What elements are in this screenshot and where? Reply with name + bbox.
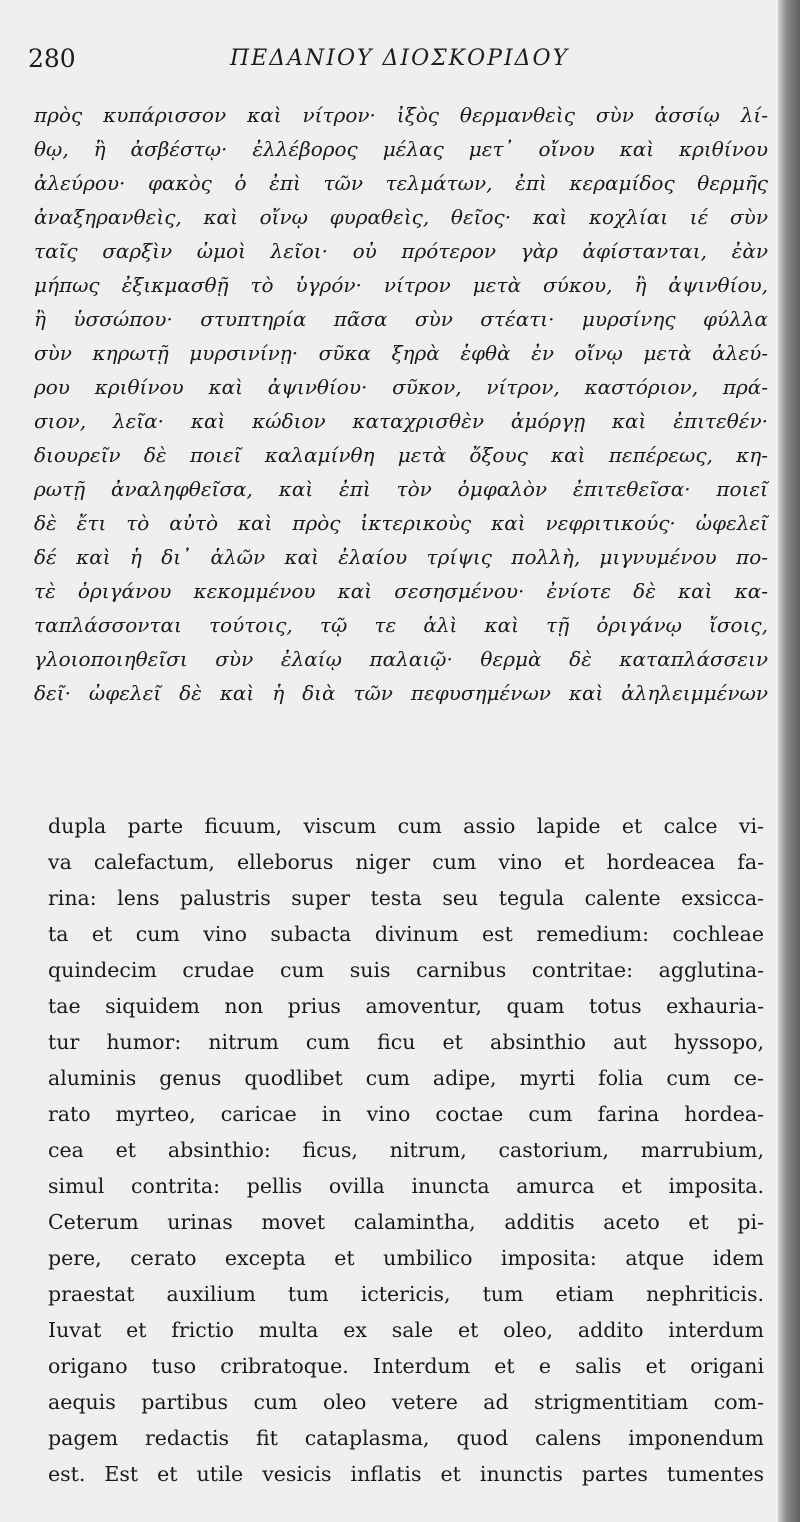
greek-line: πρὸς κυπάρισσον καὶ νίτρον· ἰξὸς θερμανθεὶς σὺν ἀσσίῳ λί-: [34, 103, 768, 127]
greek-line: ἀλεύρου· φακὸς ὁ ἐπὶ τῶν τελμάτων, ἐπὶ κεραμίδος θερμῆς: [34, 171, 768, 195]
latin-line: tae siquidem non prius amoventur, quam totus exhauria-: [48, 994, 764, 1018]
latin-line: tur humor: nitrum cum ficu et absinthio aut hyssopo,: [48, 1030, 764, 1054]
latin-line: ta et cum vino subacta divinum est remedium: cochleae: [48, 922, 764, 946]
greek-line: ταῖς σαρξὶν ὠμοὶ λεῖοι· οὐ πρότερον γὰρ ἀφίστανται, ἐὰν: [34, 239, 768, 263]
latin-line: Iuvat et frictio multa ex sale et oleo, addito interdum: [48, 1318, 764, 1342]
greek-line: γλοιοποιηθεῖσι σὺν ἐλαίῳ παλαιῷ· θερμὰ δὲ καταπλάσσειν: [34, 647, 768, 671]
running-title: ΠΕΔΑΝΙΟΥ ΔΙΟΣΚΟΡΙΔΟΥ: [230, 46, 570, 71]
greek-line: δέ καὶ ἡ δι᾽ ἁλῶν καὶ ἐλαίου τρίψις πολλὴ, μιγνυμένου πο-: [34, 545, 768, 569]
latin-line: praestat auxilium tum ictericis, tum etiam nephriticis.: [48, 1282, 764, 1306]
greek-line: ἢ ὑσσώπου· στυπτηρία πᾶσα σὺν στέατι· μυρσίνης φύλλα: [34, 307, 768, 331]
greek-line: τὲ ὀριγάνου κεκομμένου καὶ σεσησμένου· ἐνίοτε δὲ καὶ κα-: [34, 579, 768, 603]
greek-line: διουρεῖν δὲ ποιεῖ καλαμίνθη μετὰ ὄξους καὶ πεπέρεως, κη-: [34, 443, 768, 467]
greek-line: ταπλάσσονται τούτοις, τῷ τε ἁλὶ καὶ τῇ ὀριγάνῳ ἴσοις,: [34, 613, 768, 637]
latin-line: cea et absinthio: ficus, nitrum, castorium, marrubium,: [48, 1138, 764, 1162]
book-spine-edge: [778, 0, 800, 1522]
greek-line: ἀναξηρανθεὶς, καὶ οἴνῳ φυραθεὶς, θεῖος· καὶ κοχλίαι ιέ σὺν: [34, 205, 768, 229]
latin-line: pere, cerato excepta et umbilico imposita: atque idem: [48, 1246, 764, 1270]
greek-line: ρου κριθίνου καὶ ἀψινθίου· σῦκον, νίτρον, καστόριον, πρά-: [34, 375, 768, 399]
latin-line: va calefactum, elleborus niger cum vino et hordeacea fa-: [48, 850, 764, 874]
latin-line: origano tuso cribratoque. Interdum et e salis et origani: [48, 1354, 764, 1378]
greek-text-block: [34, 98, 768, 710]
latin-line: simul contrita: pellis ovilla inuncta amurca et imposita.: [48, 1174, 764, 1198]
latin-line: rina: lens palustris super testa seu tegula calente exsicca-: [48, 886, 764, 910]
latin-line: quindecim crudae cum suis carnibus contritae: agglutina-: [48, 958, 764, 982]
latin-line: est. Est et utile vesicis inflatis et inunctis partes tumentes: [48, 1462, 764, 1486]
latin-line: Ceterum urinas movet calamintha, additis aceto et pi-: [48, 1210, 764, 1234]
greek-line: σιον, λεῖα· καὶ κώδιον καταχρισθὲν ἀμόργῃ καὶ ἐπιτεθέν·: [34, 409, 768, 433]
latin-text-block: [48, 808, 764, 1492]
greek-line: σὺν κηρωτῇ μυρσινίνῃ· σῦκα ξηρὰ ἑφθὰ ἐν οἴνῳ μετὰ ἀλεύ-: [34, 341, 768, 365]
greek-line: θῳ, ἢ ἀσβέστῳ· ἐλλέβορος μέλας μετ᾽ οἴνου καὶ κριθίνου: [34, 137, 768, 161]
greek-line: ρωτῇ ἀναληφθεῖσα, καὶ ἐπὶ τὸν ὀμφαλὸν ἐπιτεθεῖσα· ποιεῖ: [34, 477, 768, 501]
latin-line: aequis partibus cum oleo vetere ad strigmentitiam com-: [48, 1390, 764, 1414]
greek-line: μήπως ἐξικμασθῇ τὸ ὑγρόν· νίτρον μετὰ σύκου, ἢ ἀψινθίου,: [34, 273, 768, 297]
greek-line: δεῖ· ὠφελεῖ δὲ καὶ ἡ διὰ τῶν πεφυσημένων καὶ ἀληλειμμένων: [34, 681, 768, 705]
page-header: [0, 36, 778, 86]
page-number: 280: [28, 44, 76, 73]
latin-line: rato myrteo, caricae in vino coctae cum farina hordea-: [48, 1102, 764, 1126]
latin-line: aluminis genus quodlibet cum adipe, myrti folia cum ce-: [48, 1066, 764, 1090]
greek-line: δὲ ἔτι τὸ αὐτὸ καὶ πρὸς ἰκτερικοὺς καὶ νεφριτικούς· ὠφελεῖ: [34, 511, 768, 535]
latin-line: dupla parte ficuum, viscum cum assio lapide et calce vi-: [48, 814, 764, 838]
latin-line: pagem redactis fit cataplasma, quod calens imponendum: [48, 1426, 764, 1450]
